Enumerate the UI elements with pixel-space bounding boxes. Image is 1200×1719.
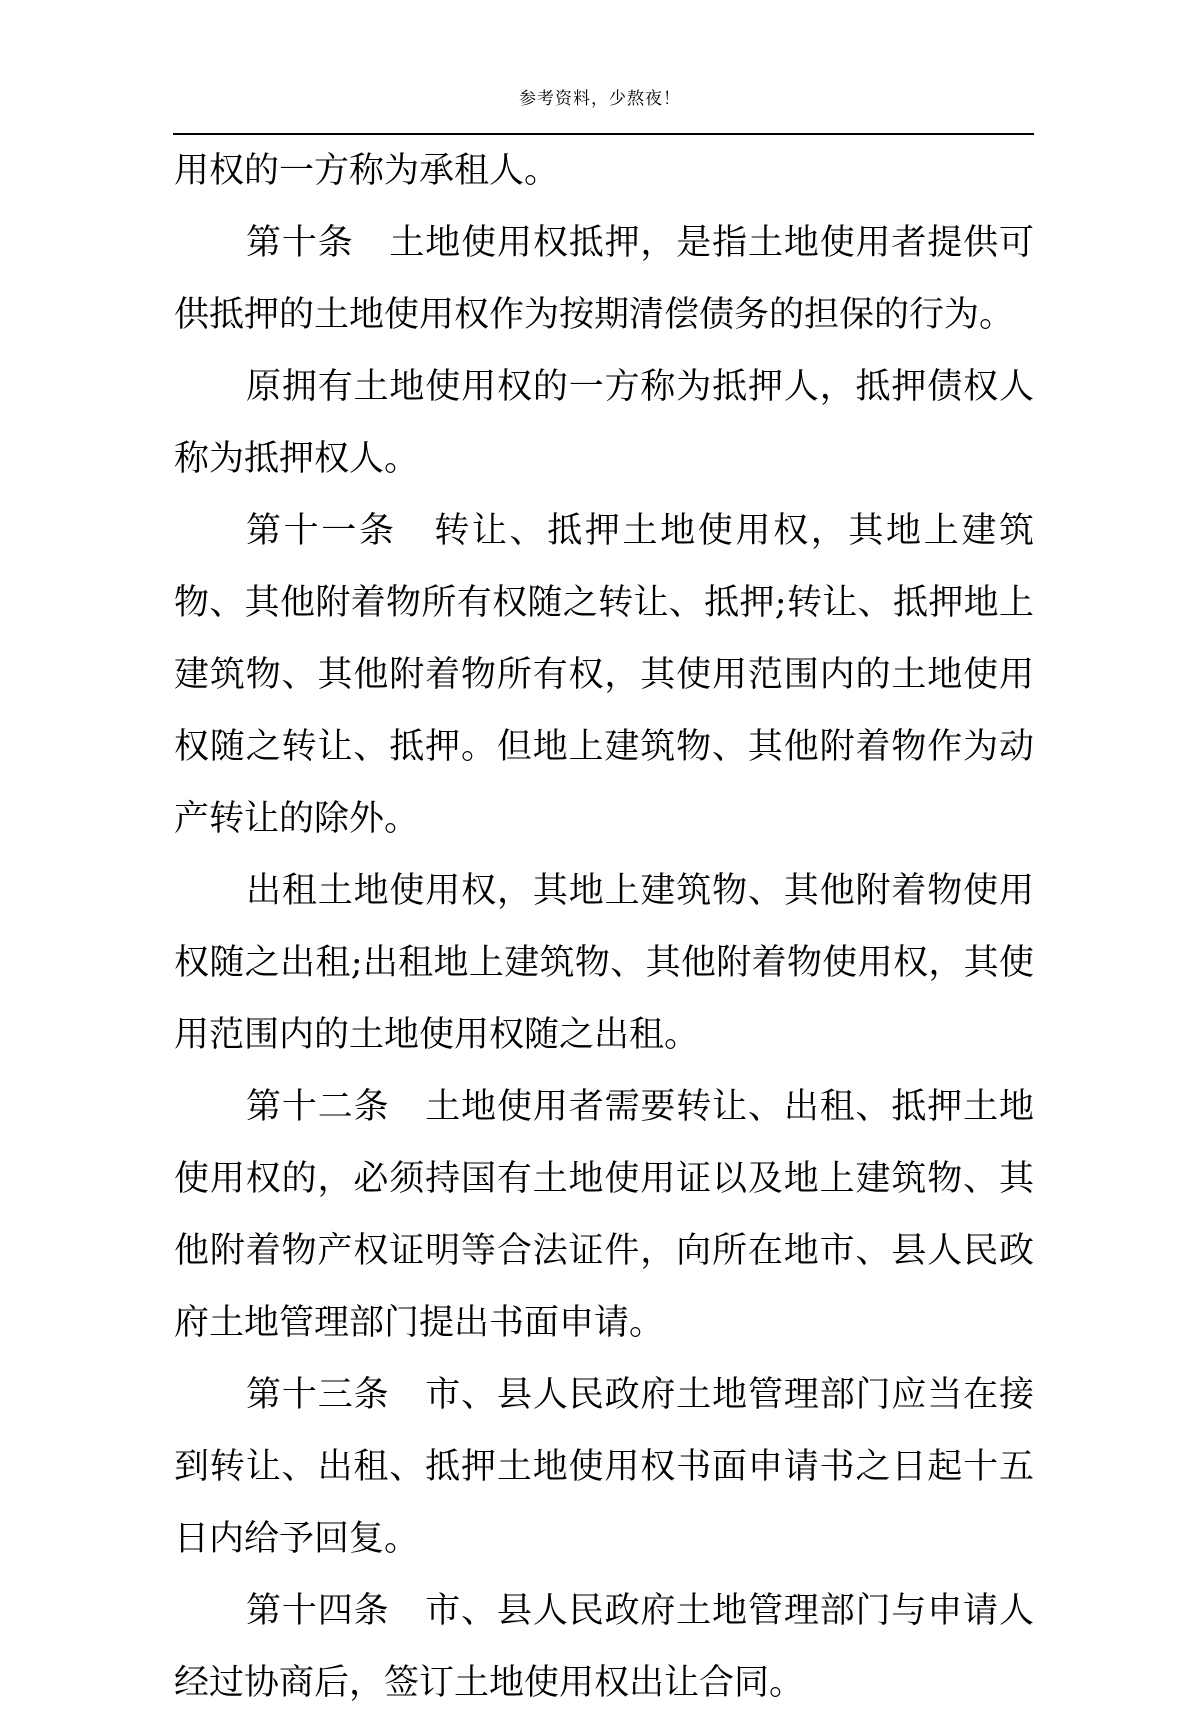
paragraph-article-12: 第十二条 土地使用者需要转让、出租、抵押土地使用权的，必须持国有土地使用证以及地上建筑物、其他附着物产权证明等合法证件，向所在地市、县人民政府土地管理部门提出书面申请。 xyxy=(174,1087,1034,1343)
page-header: 参考资料，少熬夜！ xyxy=(519,89,681,109)
paragraph-article-14: 第十四条 市、县人民政府土地管理部门与申请人经过协商后，签订土地使用权出让合同。 xyxy=(174,1591,1034,1703)
document-body xyxy=(174,135,1034,1719)
paragraph-article-13: 第十三条 市、县人民政府土地管理部门应当在接到转让、出租、抵押土地使用权书面申请书之日起十五日内给予回复。 xyxy=(174,1375,1034,1559)
paragraph-article-11-lease: 出租土地使用权，其地上建筑物、其他附着物使用权随之出租;出租地上建筑物、其他附着物使用权，其使用范围内的土地使用权随之出租。 xyxy=(174,871,1034,1055)
paragraph-article-11: 第十一条 转让、抵押土地使用权，其地上建筑物、其他附着物所有权随之转让、抵押;转让、抵押地上建筑物、其他附着物所有权，其使用范围内的土地使用权随之转让、抵押。但地上建筑物、其他附着物作为动产转让的除外。 xyxy=(174,511,1034,839)
paragraph-continuation: 用权的一方称为承租人。 xyxy=(174,151,560,191)
paragraph-article-10-mortgagor: 原拥有土地使用权的一方称为抵押人，抵押债权人称为抵押权人。 xyxy=(174,367,1034,479)
paragraph-article-10: 第十条 土地使用权抵押，是指土地使用者提供可供抵押的土地使用权作为按期清偿债务的担保的行为。 xyxy=(174,223,1034,335)
